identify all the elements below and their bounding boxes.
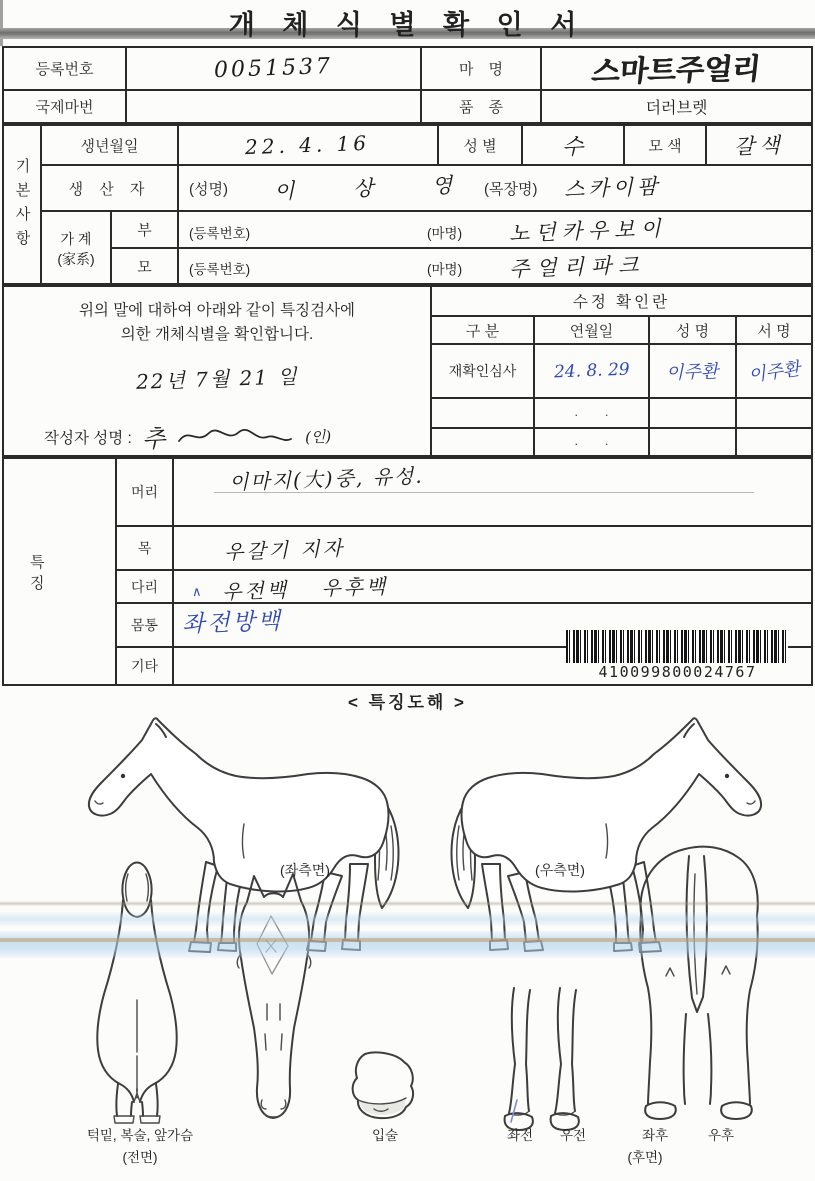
revision-col-name: 성 명 xyxy=(650,317,737,345)
horse-head-front-view xyxy=(237,874,310,1118)
birth-label: 생년월일 xyxy=(42,126,179,164)
producer-row xyxy=(42,166,811,212)
right-side-view-label: (우측면) xyxy=(535,862,585,878)
basic-info-body xyxy=(42,126,811,285)
leg-left-hind-label: 좌후 xyxy=(641,1128,669,1143)
dam-label: 모 xyxy=(112,249,179,286)
reg-no-label: 등록번호 xyxy=(4,48,127,91)
front-view-parts-label: 턱밑, 복술, 앞가슴 xyxy=(86,1128,194,1143)
statement-line-1: 위의 말에 대하여 아래와 같이 특징검사에 xyxy=(78,302,356,319)
revision-col-sign: 서 명 xyxy=(737,317,811,345)
leg-left-front-label: 좌전 xyxy=(506,1128,534,1143)
feature-legs-handwriting: 우전백 우후백 xyxy=(221,574,389,604)
feature-legs-value-cell xyxy=(174,571,811,604)
horse-name-label: 마 명 xyxy=(422,48,542,91)
sire-value-cell xyxy=(179,212,811,249)
revision-row3-category xyxy=(432,429,535,455)
horse-lips-view xyxy=(353,1052,413,1118)
writer-stamp: (인) xyxy=(304,427,332,447)
barcode xyxy=(566,630,788,663)
feature-head-label: 머리 xyxy=(117,459,174,527)
coat-value-handwriting: 갈색 xyxy=(733,133,785,159)
revision-row2-category xyxy=(432,399,535,429)
leg-right-hind-label: 우후 xyxy=(707,1128,735,1143)
dam-regno-paren: (등록번호) xyxy=(189,261,251,277)
leg-right-front-label: 우전 xyxy=(559,1128,587,1143)
dam-value-cell xyxy=(179,249,811,286)
reg-no-value xyxy=(127,48,422,91)
farm-name-handwriting: 스카이팜 xyxy=(563,174,662,202)
intl-no-value xyxy=(127,91,422,122)
coat-label: 모 색 xyxy=(625,126,707,164)
sire-regno-paren: (등록번호) xyxy=(189,226,251,241)
revision-row2-name xyxy=(650,399,737,429)
feature-legs-insert-mark: ∧ xyxy=(191,584,202,601)
revision-row3-date: · · xyxy=(535,429,650,455)
feature-head-handwriting: 이마지(大)중, 유성. xyxy=(228,463,425,495)
dam-name-paren: (마명) xyxy=(427,261,463,277)
sex-label: 성 별 xyxy=(439,126,523,164)
sire-name-paren: (마명) xyxy=(427,226,463,241)
revision-row3-sign xyxy=(737,429,811,455)
left-side-view-label: (좌측면) xyxy=(280,862,330,878)
sire-label: 부 xyxy=(112,212,179,249)
horse-right-side-view xyxy=(452,718,762,952)
feature-neck-label: 목 xyxy=(117,527,174,571)
rear-view-label: (후면) xyxy=(627,1150,663,1165)
basic-info-table xyxy=(2,124,813,285)
sex-value-handwriting: 수 xyxy=(561,134,585,160)
dam-name-handwriting: 주얼리파크 xyxy=(508,252,646,281)
confirmation-statement xyxy=(4,299,430,347)
revision-row3-name xyxy=(650,429,737,455)
feature-legs-label: 다리 xyxy=(117,571,174,604)
family-hanja: (家系) xyxy=(57,250,95,267)
writer-signature: 추 xyxy=(141,424,166,454)
guide-line xyxy=(214,492,754,493)
revision-row-name: 이주환 xyxy=(666,361,719,384)
producer-label: 생 산 자 xyxy=(42,166,179,210)
revision-row-date: 24. 8. 29 xyxy=(553,359,630,383)
family-rows xyxy=(42,212,811,285)
family-label-cell xyxy=(42,212,112,285)
revision-title: 수정 확인란 xyxy=(432,287,811,317)
revision-col-category: 구 분 xyxy=(432,317,535,345)
feature-body-handwriting: 좌전방백 xyxy=(181,608,284,638)
barcode-number: 410099800024767 xyxy=(598,663,757,681)
producer-name-paren: (성명) xyxy=(189,181,228,198)
basic-section-label: 기본사항 xyxy=(4,126,42,285)
revision-table xyxy=(432,317,811,455)
birth-row xyxy=(42,126,811,166)
producer-value-cell xyxy=(179,166,811,210)
confirmation-date-handwriting: 22년 7월 21 일 xyxy=(135,364,299,394)
lips-label: 입술 xyxy=(371,1128,399,1143)
diagram-title: < 특징도해 > xyxy=(348,693,467,712)
breed-label: 품 종 xyxy=(422,91,542,122)
statement-line-2: 의한 개체식별을 확인합니다. xyxy=(120,326,314,344)
confirmation-section xyxy=(2,285,813,457)
feature-head-value-cell xyxy=(174,459,811,527)
birth-value-handwriting: 22. 4. 16 xyxy=(245,130,371,160)
forehead-star-pencil-mark xyxy=(257,916,288,974)
front-legs-view xyxy=(505,988,579,1130)
farm-name-paren: (목장명) xyxy=(484,181,538,198)
feature-etc-label: 기타 xyxy=(117,648,174,684)
family-label: 가 계 xyxy=(60,230,92,247)
writer-signature-scribble xyxy=(175,423,295,451)
front-view-label: (전면) xyxy=(122,1150,158,1165)
revision-row2-date: · · xyxy=(535,399,650,429)
page-title: 개 체 식 별 확 인 서 xyxy=(228,10,587,40)
revision-row-sign: 이주환 xyxy=(746,358,802,387)
revision-row2-sign xyxy=(737,399,811,429)
confirmation-date xyxy=(4,363,430,392)
writer-line xyxy=(44,419,331,454)
horse-name-handwriting: 스마트주얼리 xyxy=(590,53,763,89)
feature-body-label: 몸통 xyxy=(117,604,174,648)
intl-no-label: 국제마번 xyxy=(4,91,127,122)
features-section-label: 특 징 xyxy=(4,459,117,684)
horse-name-value xyxy=(542,48,811,91)
horse-diagram-svg xyxy=(0,704,815,1181)
reg-no-handwriting: 0051537 xyxy=(213,53,334,84)
revision-col-date: 연월일 xyxy=(535,317,650,345)
id-table xyxy=(2,46,813,124)
breed-value: 더러브렛 xyxy=(645,100,708,117)
sire-name-handwriting: 노던카우보이 xyxy=(508,216,668,246)
revision-box xyxy=(432,287,811,455)
horse-rear-view xyxy=(640,847,757,1119)
writer-label: 작성자 성명 : xyxy=(44,429,132,447)
confirmation-statement-box xyxy=(4,287,432,455)
feature-neck-handwriting: 우갈기 지자 xyxy=(223,535,346,565)
revision-row-category: 재확인심사 xyxy=(432,345,535,399)
producer-name-handwriting: 이 상 영 xyxy=(273,172,479,204)
feature-neck-value-cell xyxy=(174,527,811,571)
horse-front-view xyxy=(97,863,177,1124)
